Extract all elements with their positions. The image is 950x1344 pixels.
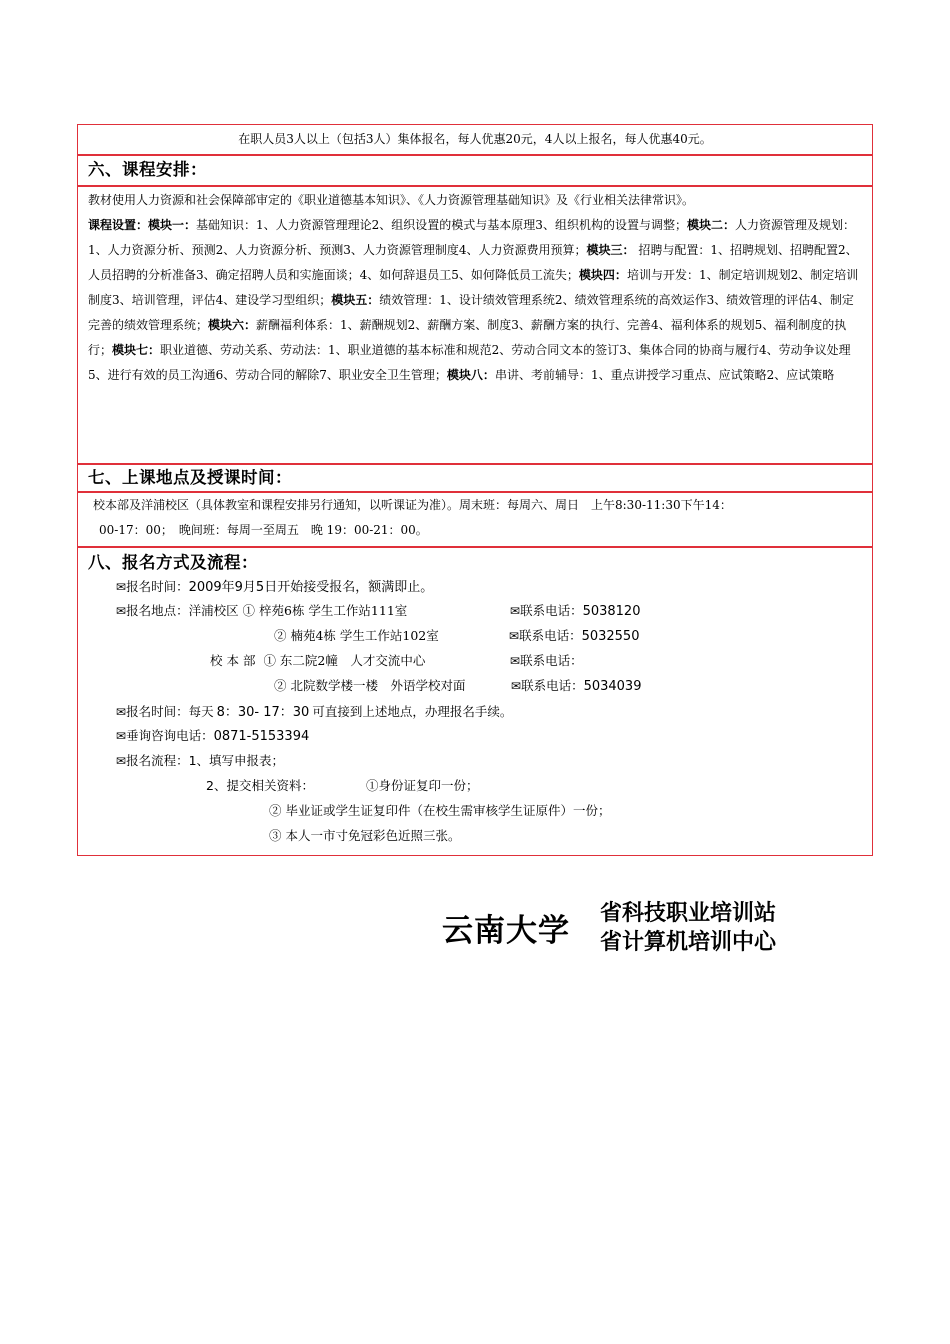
section7-title: 七、上课地点及授课时间： (88, 468, 292, 487)
section8-header (77, 547, 873, 575)
flow-doc-1 (366, 776, 479, 794)
module-8-label: 模块八： (446, 368, 495, 382)
module-3-label: 模块三： (586, 243, 635, 257)
envelope-icon: ✉ (510, 604, 521, 618)
section7-body (77, 492, 873, 547)
envelope-icon: ✉ (511, 679, 522, 693)
module-6-text: 薪酬福利体系：1、薪酬规划2、薪酬方案、制度3、薪酬方案的执行、完善4、福利体系的规划5、福利制度的执行； (88, 318, 847, 357)
footer-org-1: 省科技职业培训站 (600, 901, 777, 926)
module-4-label: 模块四： (578, 268, 627, 282)
doc-item-3: ③ 本人一市寸免冠彩色近照三张。 (269, 828, 461, 843)
flow-doc-2 (269, 801, 610, 819)
signup-place-3: ① 东二院2幢 人才交流中心 (263, 653, 426, 668)
module-8-text: 串讲、考前辅导：1、重点讲授学习重点、应试策略2、应试策略 (494, 368, 835, 382)
signup-place-row-1 (116, 601, 407, 619)
signup-place-row-2 (274, 626, 439, 644)
module-1-label: 模块一： (148, 218, 197, 232)
phone-label: 联系电话： (519, 628, 582, 643)
module-2-text: 人力资源管理及规划：1、人力资源分析、预测2、人力资源分析、预测3、人力资源管理制度4、人力资源费用预算； (88, 218, 855, 257)
course-setup-label: 课程设置： (88, 218, 149, 232)
module-4-text: 培训与开发：1、制定培训规划2、制定培训制度3、培训管理，评估4、建设学习型组织； (88, 268, 859, 307)
module-6-label: 模块六： (208, 318, 257, 332)
module-5-label: 模块五： (331, 293, 380, 307)
signup-hours-label: 报名时间：每天 (126, 704, 214, 719)
signup-place-1: 报名地点：洋浦校区 ① 梓苑6栋 学生工作站111室 (126, 603, 408, 618)
phone-label: 联系电话： (521, 678, 584, 693)
signup-hours-rest: 可直接到上述地点，办理报名手续。 (312, 704, 513, 719)
consult-label: 垂询咨询电话： (126, 728, 214, 743)
section6-intro: 教材使用人力资源和社会保障部审定的《职业道德基本知识》、《人力资源管理基础知识》及《行业相关法律常识》。 (88, 193, 695, 207)
envelope-icon: ✉ (116, 705, 127, 719)
schedule-line-2: 00-17：00； 晚间班：每周一至周五 晚 19：00-21：00。 (99, 523, 428, 537)
section6-body (77, 186, 873, 464)
course-modules (88, 213, 864, 388)
envelope-icon: ✉ (116, 604, 127, 618)
discount-note: 在职人员3人以上（包括3人）集体报名，每人优惠20元，4人以上报名，每人优惠40元。 (238, 132, 712, 146)
phone-value-4: 5034039 (583, 679, 642, 694)
flow-row-2 (206, 776, 314, 794)
section6-header (77, 155, 873, 186)
signup-start-label: 报名时间： (126, 579, 189, 594)
phone-row-1 (510, 601, 640, 619)
signup-hours-row (116, 701, 512, 720)
campus-label: 校 本 部 (210, 653, 256, 668)
footer-org-2: 省计算机培训中心 (600, 930, 777, 955)
signup-place-2: ② 楠苑4栋 学生工作站102室 (274, 628, 439, 643)
signup-place-row-4 (274, 676, 465, 694)
section8-body (77, 575, 873, 856)
flow-step-2: 2、提交相关资料： (206, 778, 314, 793)
module-5-text: 绩效管理：1、设计绩效管理系统2、绩效管理系统的高效运作3、绩效管理的评估4、制定完善的绩效管理系统； (88, 293, 854, 332)
doc-item-1: ①身份证复印一份； (366, 778, 479, 793)
phone-label: 联系电话： (520, 603, 583, 618)
phone-label: 联系电话： (520, 653, 583, 668)
envelope-icon: ✉ (510, 654, 521, 668)
phone-row-4 (511, 676, 641, 694)
module-2-label: 模块二： (686, 218, 735, 232)
envelope-icon: ✉ (509, 629, 520, 643)
envelope-icon: ✉ (116, 580, 127, 594)
flow-label: 报名流程： (126, 753, 189, 768)
discount-row (77, 124, 873, 155)
phone-value-2: 5032550 (581, 629, 640, 644)
module-3-text: 招聘与配置：1、招聘规划、招聘配置2、人员招聘的分析准备3、确定招聘人员和实施面谈；4、如何辞退员工5、如何降低员工流失； (88, 243, 858, 282)
signup-hours-value: 8：30- 17：30 (216, 705, 310, 720)
phone-value-1: 5038120 (582, 604, 641, 619)
signup-place-4: ② 北院数学楼一楼 外语学校对面 (274, 678, 466, 693)
footer-university: 云南大学 (442, 913, 570, 949)
phone-row-2 (509, 626, 639, 644)
phone-row-3 (510, 651, 583, 669)
consult-phone: 0871-5153394 (213, 729, 310, 744)
flow-doc-3 (269, 826, 460, 844)
envelope-icon: ✉ (116, 754, 127, 768)
signup-start-value: 2009年9月5日开始接受报名，额满即止。 (188, 580, 434, 595)
module-1-text: 基础知识：1、人力资源管理理论2、组织设置的模式与基本原理3、组织机构的设置与调整； (196, 218, 687, 232)
consult-row (116, 726, 309, 744)
doc-item-2: ② 毕业证或学生证复印件（在校生需审核学生证原件）一份； (269, 803, 611, 818)
section6-title: 六、课程安排： (88, 160, 207, 179)
flow-step-1: 1、填写申报表； (188, 753, 285, 768)
schedule-line-1: 校本部及洋浦校区（具体教室和课程安排另行通知，以听课证为准）。周末班：每周六、周日 上午8:30-11:30下午14： (93, 498, 732, 512)
signup-start-row (116, 576, 433, 595)
flow-row-1 (116, 751, 284, 769)
module-7-label: 模块七： (112, 343, 161, 357)
section8-title: 八、报名方式及流程： (88, 553, 258, 572)
signup-place-row-3 (210, 651, 425, 669)
section7-header (77, 464, 873, 492)
module-7-text: 职业道德、劳动关系、劳动法：1、职业道德的基本标准和规范2、劳动合同文本的签订3、集体合同的协商与履行4、劳动争议处理5、进行有效的员工沟通6、劳动合同的解除7、职业安全卫生管理； (88, 343, 851, 382)
envelope-icon: ✉ (116, 729, 127, 743)
